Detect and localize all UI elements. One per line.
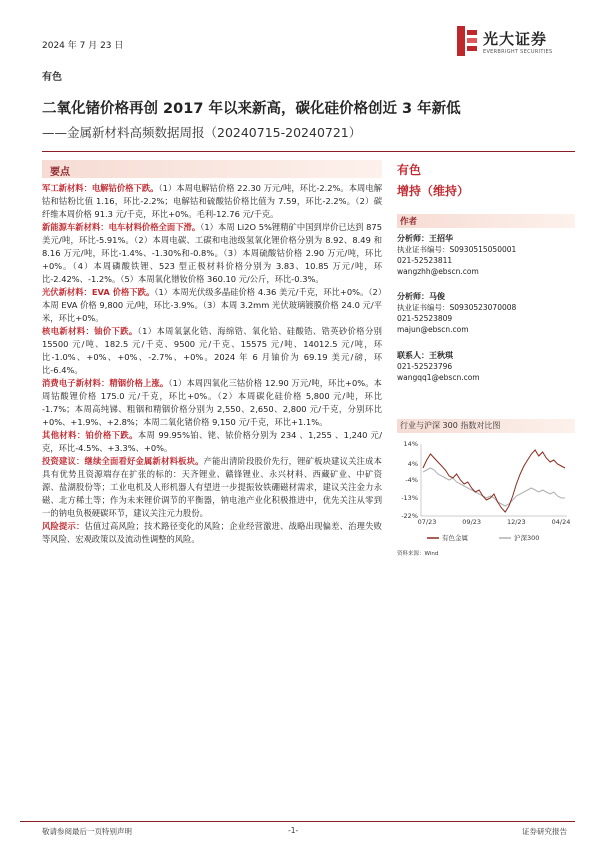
y-tick-label: 14%: [403, 440, 418, 448]
analyst-cert: 执业证书编号：S0930523070008: [397, 303, 517, 312]
paragraph-text: （1）本周 Li2O 5%锂精矿中国到岸价已达到 875 美元/吨，环比-5.91%。（2）本周电碳、工碳和电池级氢氧化锂价格分别为 8.92、8.49 和 8.16 万元/吨，环比-1.4%、-1.30%和-0.8%。（3）本周硫酸钴价格 2.90 万元/吨，环比+0%。（4）本周磷酸铁锂、523 型正极材料价格分别为 3.83、10.85 万元/吨，环比-2.42%、-1.2%。（5）本周氧化镨钕价格 360.10 元/公斤，环比-0.3%。: [42, 222, 382, 284]
paragraph-text: 本周 99.95%铂、铑、铱价格分别为 234 、1,255 、1,240 元/克，环比-4.5%、+3.3%、+0%。: [42, 430, 382, 453]
contact-name: 联系人：王秋琪: [397, 351, 453, 360]
summary-paragraph: [42, 377, 382, 429]
chart-source: 资料来源：Wind: [397, 551, 439, 557]
summary-paragraph: [42, 325, 382, 377]
analyst-name: 分析师：马俊: [397, 292, 445, 301]
analyst-phone: 021-52523811: [397, 256, 453, 265]
paragraph-lead: 核电新材料：铀价下跌。: [42, 326, 138, 336]
legend-label: 沪深300: [514, 534, 540, 542]
company-logo: [455, 26, 575, 66]
summary-heading-bar: [42, 160, 382, 178]
sidebar-industry: 有色: [397, 163, 422, 177]
x-tick-label: 07/23: [417, 518, 437, 526]
industry-index-chart: [397, 438, 575, 546]
summary-paragraph: [42, 520, 382, 546]
paragraph-text: 产能出清阶段股价先行，锂矿板块建议关注成本具有优势且资源端存在扩张的标的：天齐锂业、赣锋锂业、永兴材料、西藏矿业、中矿资源、盐湖股份等；工业电机及人形机器人有望进一步提振钕铁硼磁材需求，建议关注金力永磁、北方稀土等；作为未来锂价调节的平衡器，钠电池产业化积极推进中，优先关注从零到一的钠电负极硬碳环节，建议关注元力股份。: [42, 456, 382, 518]
series-line: [423, 450, 565, 512]
summary-paragraph: [42, 286, 382, 325]
paragraph-lead: 风险提示：: [42, 521, 85, 531]
summary-paragraph: [42, 455, 382, 520]
author-heading-bar: [397, 214, 575, 228]
summary-paragraph: [42, 429, 382, 455]
summary-paragraph: [42, 221, 382, 286]
paragraph-text: （1）本周光伏级多晶硅价格 4.36 美元/千克，环比+0%。（2）本周 EVA 价格 9,800 元/吨，环比-3.9%。（3）本周 3.2mm 光伏玻璃镀膜价格 24.0 元/平米，环比+0%。: [42, 287, 382, 323]
series-line: [423, 468, 565, 506]
paragraph-text: （1）本周氧氯化锆、海绵锆、氧化铪、硅酸锆、锆英砂价格分别 15500 元/吨、182.5 元/千克、9500 元/千克、15575 元/吨、14012.5 元/吨，环比-1.0%、+0%、+0%、-2.7%、+0%。2024 年 6 月铀价为 69.19 美元/磅，环比-6.4%。: [42, 326, 382, 375]
legend-label: 有色金属: [442, 534, 468, 542]
industry-label: 有色: [42, 72, 62, 83]
paragraph-text: 估值过高风险；技术路径变化的风险；企业经营激进、战略出现偏差、治理失败等风险、宏观政策以及流动性调整的风险。: [42, 521, 382, 544]
contact-email: wangqq1@ebscn.com: [397, 373, 480, 382]
report-subtitle: ——金属新材料高频数据周报（20240715-20240721）: [42, 125, 362, 140]
rating-label: 增持（维持）: [397, 184, 470, 198]
paragraph-lead: 新能源车新材料：电车材料价格全面下滑。: [42, 222, 201, 232]
analyst-email: majun@ebscn.com: [397, 325, 469, 334]
y-tick-label: -22%: [401, 512, 418, 520]
report-title: 二氧化锗价格再创 2017 年以来新高，碳化硅价格创近 3 年新低: [42, 101, 461, 117]
chart-heading: 行业与沪深 300 指数对比图: [400, 421, 501, 430]
analyst-name: 分析师：王招华: [397, 234, 453, 243]
footer-report-type: 证券研究报告: [522, 827, 567, 836]
paragraph-lead: 光伏新材料：EVA 价格下跌。: [42, 287, 155, 297]
summary-body: [42, 182, 382, 546]
logo-text-en: EVERBRIGHT SECURITIES: [483, 49, 553, 55]
footer-disclaimer: 敬请参阅最后一页特别声明: [42, 827, 132, 836]
x-tick-label: 09/23: [462, 518, 482, 526]
paragraph-lead: 军工新材料：电解钴价格下跌。: [42, 183, 159, 193]
analyst-block: [397, 233, 575, 277]
paragraph-lead: 投资建议：继续全面看好金属新材料板块。: [42, 456, 204, 466]
footer-divider: [20, 821, 575, 822]
divider: [42, 151, 575, 152]
page-number: -1-: [288, 826, 299, 835]
y-tick-label: -4%: [405, 476, 418, 484]
analyst-block: [397, 291, 575, 335]
summary-heading: 要点: [50, 167, 70, 178]
analyst-email: wangzhh@ebscn.com: [397, 267, 479, 276]
analyst-phone: 021-52523809: [397, 314, 453, 323]
summary-paragraph: [42, 182, 382, 221]
author-heading: 作者: [400, 217, 418, 227]
chart-heading-bar: [397, 419, 575, 433]
logo-mark-icon: [455, 26, 479, 56]
y-tick-label: 4%: [407, 460, 418, 468]
logo-text-cn: 光大证券: [483, 30, 548, 48]
contact-block: [397, 350, 575, 383]
paragraph-text: （1）本周电解钴价格 22.30 万元/吨，环比-2.2%。本周电解钴和钴粉比值 1.16，环比-2.2%；电解钴和硫酸钴价格比值为 7.59，环比-2.2%。（2）碳纤维本周价格 91.3 元/千克，环比+0%。毛利-12.76 元/千克。: [42, 183, 382, 219]
paragraph-lead: 其他材料：铂价格下跌。: [42, 430, 138, 440]
x-tick-label: 04/24: [551, 518, 571, 526]
paragraph-text: （1）本周四氧化三钴价格 12.90 万元/吨，环比+0%。本周钴酸锂价格 175.0 元/千克，环比+0%。（2）本周碳化硅价格 5,800 元/吨，环比 -1.7%；本周高纯锑、粗铟和精铟价格分别为 2,550、2,650、2,800 元/千克，分别环比+0%、+1.9%、+2.8%；本周二氧化锗价格 9,150 元/千克，环比+1.1%。: [42, 378, 382, 427]
contact-phone: 021-52523796: [397, 362, 453, 371]
analyst-cert: 执业证书编号：S0930515050001: [397, 245, 517, 254]
y-tick-label: -13%: [401, 494, 418, 502]
x-tick-label: 12/23: [506, 518, 526, 526]
report-date: 2024 年 7 月 23 日: [42, 41, 124, 51]
paragraph-lead: 消费电子新材料：精铟价格上涨。: [42, 378, 169, 388]
